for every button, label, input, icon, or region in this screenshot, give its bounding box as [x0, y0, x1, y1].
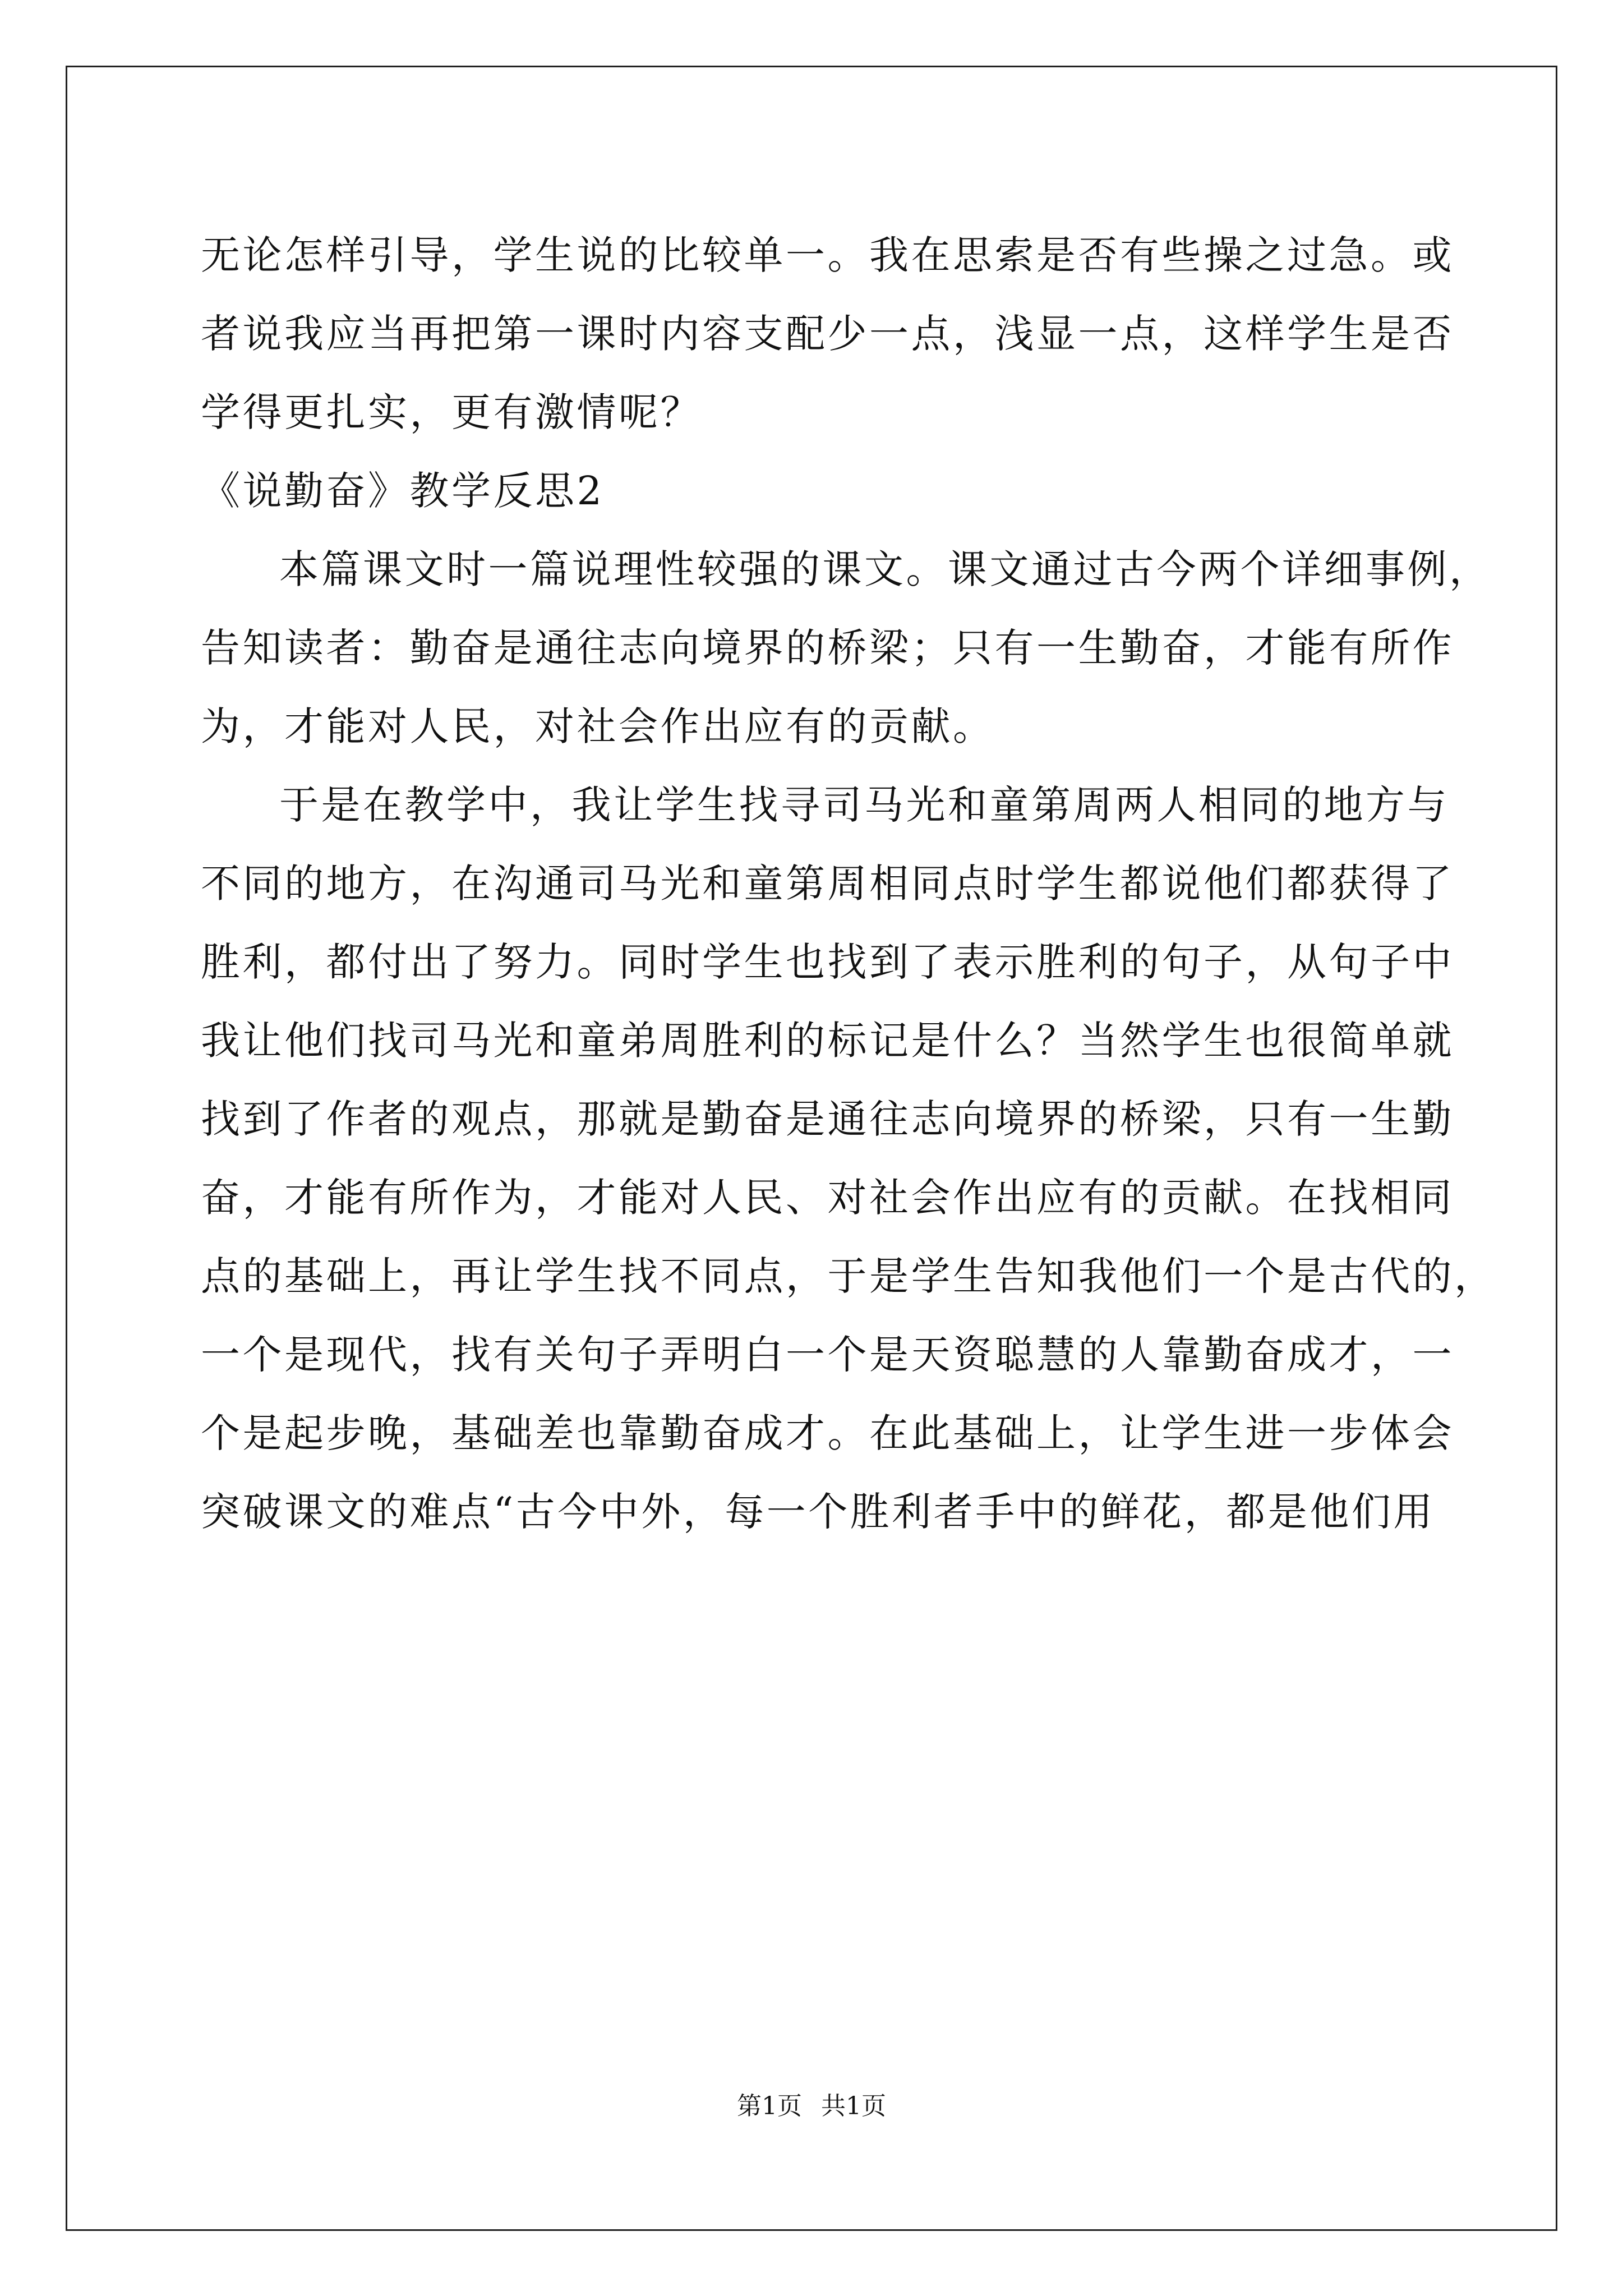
page-total: 共1页 — [821, 2092, 886, 2120]
text-line: 为，才能对人民，对社会作出应有的贡献。 — [201, 703, 995, 749]
document-body — [201, 216, 1496, 1551]
page-number: 第1页 — [737, 2092, 802, 2120]
text-line: 不同的地方，在沟通司马光和童第周相同点时学生都说他们都获得了 — [201, 861, 1454, 907]
paragraph-first-line: 本篇课文时一篇说理性较强的课文。课文通过古今两个详细事例， — [279, 546, 1491, 592]
text-line: 告知读者：勤奋是通往志向境界的桥梁；只有一生勤奋，才能有所作 — [201, 625, 1454, 671]
text-line: 一个是现代，找有关句子弄明白一个是天资聪慧的人靠勤奋成才，一 — [201, 1332, 1454, 1378]
page-footer — [0, 2090, 1623, 2123]
text-line: 突破课文的难点“古今中外，每一个胜利者手中的鲜花，都是他们用 — [201, 1489, 1435, 1535]
text-line: 学得更扎实，更有激情呢？ — [201, 389, 702, 435]
text-line: 找到了作者的观点，那就是勤奋是通往志向境界的桥梁，只有一生勤 — [201, 1096, 1454, 1142]
text-line: 无论怎样引导，学生说的比较单一。我在思索是否有些操之过急。或 — [201, 232, 1454, 278]
text-line: 个是起步晚，基础差也靠勤奋成才。在此基础上，让学生进一步体会 — [201, 1410, 1454, 1456]
paragraph-first-line: 于是在教学中，我让学生找寻司马光和童第周两人相同的地方与 — [279, 782, 1449, 828]
text-line: 胜利，都付出了努力。同时学生也找到了表示胜利的句子，从句子中 — [201, 939, 1454, 985]
text-line: 点的基础上，再让学生找不同点，于是学生告知我他们一个是古代的， — [201, 1253, 1496, 1299]
text-line: 我让他们找司马光和童弟周胜利的标记是什么？当然学生也很简单就 — [201, 1018, 1454, 1064]
text-line: 奋，才能有所作为，才能对人民、对社会作出应有的贡献。在找相同 — [201, 1175, 1454, 1221]
text-line: 者说我应当再把第一课时内容支配少一点，浅显一点，这样学生是否 — [201, 311, 1454, 357]
section-heading: 《说勤奋》教学反思2 — [201, 468, 605, 514]
